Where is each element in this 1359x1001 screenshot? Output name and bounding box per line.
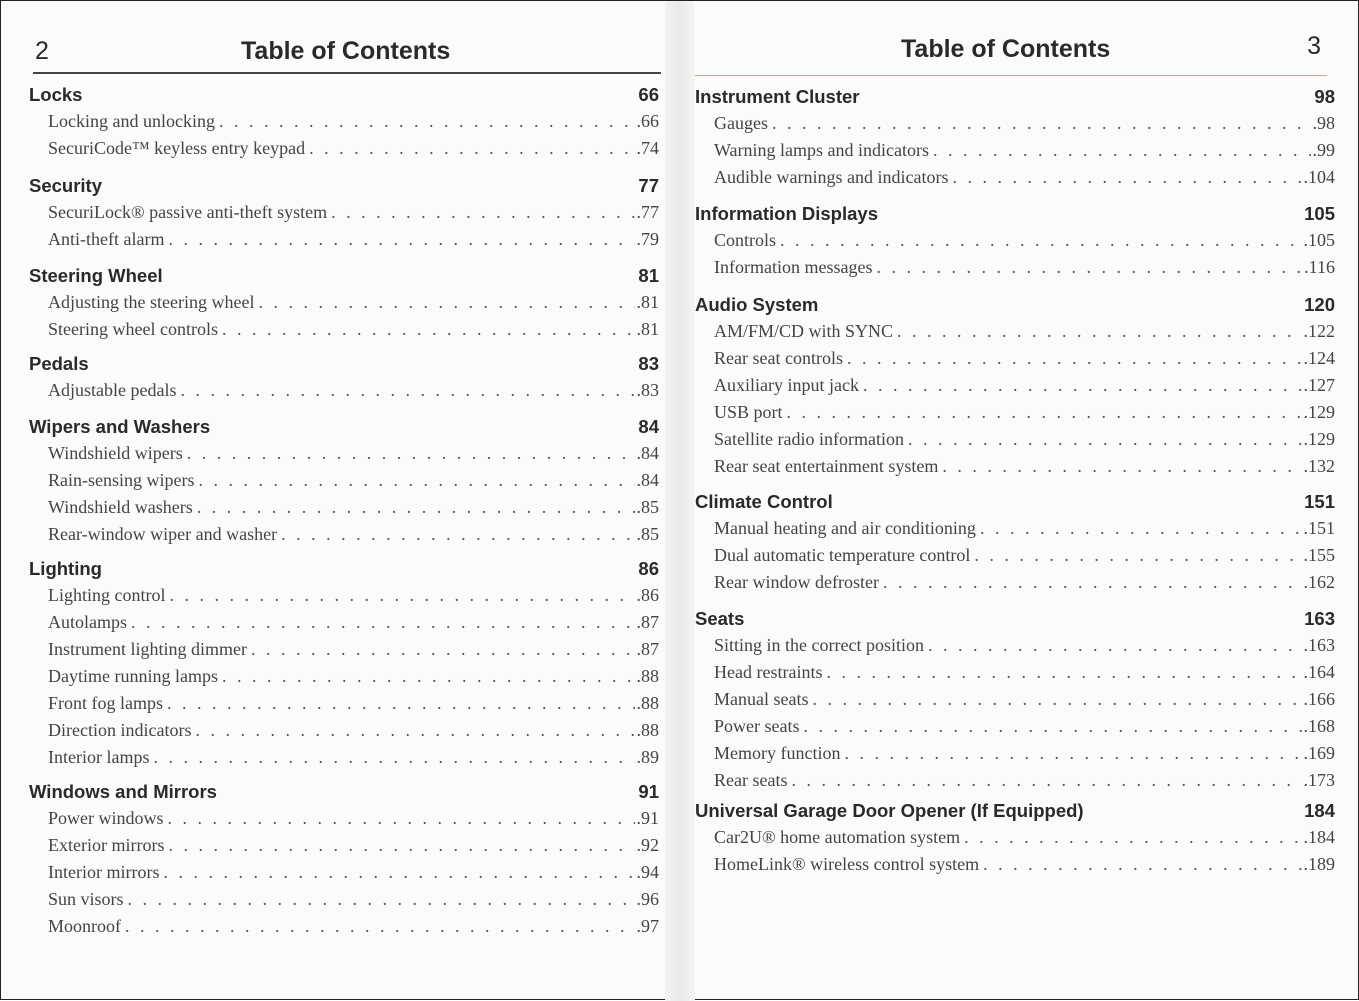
right-page-title: Table of Contents xyxy=(901,35,1111,63)
toc-entry xyxy=(695,569,1335,596)
entry-label: Autolamps xyxy=(48,612,127,632)
section-page: 163 xyxy=(1304,608,1335,629)
dot-leader xyxy=(131,609,635,636)
entry-label: Rear seat controls xyxy=(714,348,843,368)
toc-section xyxy=(695,200,1335,281)
toc-section-heading xyxy=(29,413,659,440)
toc-section-heading xyxy=(695,605,1335,632)
toc-entry xyxy=(29,289,659,316)
dot-leader xyxy=(219,108,635,135)
entry-label: Interior mirrors xyxy=(48,862,160,882)
dot-leader xyxy=(197,494,635,521)
left-header-rule xyxy=(33,72,661,74)
dot-leader xyxy=(195,717,634,744)
toc-entry xyxy=(29,521,659,548)
left-page-number: 2 xyxy=(35,37,49,65)
toc-entry xyxy=(695,345,1335,372)
toc-section-heading xyxy=(29,350,659,377)
toc-section-heading xyxy=(29,555,659,582)
entry-page: .86 xyxy=(636,585,659,605)
toc-entry xyxy=(695,824,1335,851)
entry-label: Rear-window wiper and washer xyxy=(48,524,278,544)
dot-leader xyxy=(309,135,634,162)
toc-entry xyxy=(29,199,659,226)
section-title: Audio System xyxy=(695,294,819,315)
entry-label: HomeLink® wireless control system xyxy=(714,854,980,874)
toc-entry xyxy=(29,108,659,135)
section-page: 98 xyxy=(1314,86,1335,107)
entry-label: Adjustable pedals xyxy=(48,380,177,400)
toc-section xyxy=(695,488,1335,596)
right-page xyxy=(695,1,1335,874)
dot-leader xyxy=(933,137,1311,164)
dot-leader xyxy=(847,345,1302,372)
toc-entry xyxy=(29,316,659,343)
toc-entry xyxy=(695,713,1335,740)
entry-label: Direction indicators xyxy=(48,720,192,740)
toc-entry xyxy=(29,494,659,521)
dot-leader xyxy=(876,254,1302,281)
entry-label: Windshield wipers xyxy=(48,443,183,463)
dot-leader xyxy=(928,632,1302,659)
toc-entry xyxy=(695,110,1335,137)
entry-label: Front fog lamps xyxy=(48,693,163,713)
right-page-number: 3 xyxy=(1307,32,1321,60)
section-title: Locks xyxy=(29,84,83,105)
entry-page: .105 xyxy=(1303,230,1335,250)
entry-page: .164 xyxy=(1303,662,1335,682)
left-page xyxy=(29,1,663,936)
toc-entry xyxy=(29,832,659,859)
toc-entry xyxy=(29,859,659,886)
dot-leader xyxy=(791,767,1301,794)
entry-label: Satellite radio information xyxy=(714,429,904,449)
toc-section-heading xyxy=(695,291,1335,318)
entry-label: Power seats xyxy=(714,716,800,736)
entry-label: USB port xyxy=(714,402,783,422)
entry-label: Instrument lighting dimmer xyxy=(48,639,247,659)
entry-label: Rear window defroster xyxy=(714,572,879,592)
toc-entry xyxy=(29,226,659,253)
entry-page: .132 xyxy=(1303,456,1335,476)
entry-label: Memory function xyxy=(714,743,841,763)
toc-section xyxy=(695,605,1335,794)
toc-section-heading xyxy=(695,83,1335,110)
section-title: Instrument Cluster xyxy=(695,86,860,107)
dot-leader xyxy=(128,886,635,913)
section-title: Seats xyxy=(695,608,745,629)
toc-entry xyxy=(695,767,1335,794)
entry-page: .92 xyxy=(636,835,659,855)
toc-entry xyxy=(695,227,1335,254)
section-title: Windows and Mirrors xyxy=(29,781,217,802)
entry-page: .87 xyxy=(636,639,659,659)
dot-leader xyxy=(125,913,635,940)
toc-section xyxy=(695,83,1335,191)
left-page-header xyxy=(29,1,663,73)
toc-entry xyxy=(695,137,1335,164)
dot-leader xyxy=(251,636,635,663)
right-header-rule xyxy=(695,75,1327,76)
section-title: Security xyxy=(29,175,103,196)
toc-entry xyxy=(29,663,659,690)
section-page: 120 xyxy=(1304,294,1335,315)
entry-label: Lighting control xyxy=(48,585,166,605)
toc-section xyxy=(29,413,663,548)
section-page: 81 xyxy=(638,265,659,286)
toc-entry xyxy=(29,744,659,771)
section-page: 66 xyxy=(638,84,659,105)
section-title: Information Displays xyxy=(695,203,878,224)
toc-entry xyxy=(29,135,659,162)
toc-entry xyxy=(695,453,1335,480)
toc-entry xyxy=(695,515,1335,542)
entry-label: Steering wheel controls xyxy=(48,319,218,339)
entry-page: .66 xyxy=(636,111,659,131)
entry-page: .96 xyxy=(636,889,659,909)
entry-label: Sitting in the correct position xyxy=(714,635,924,655)
entry-page: .129 xyxy=(1303,429,1335,449)
toc-section-heading xyxy=(695,488,1335,515)
toc-entry xyxy=(695,686,1335,713)
entry-label: Adjusting the steering wheel xyxy=(48,292,255,312)
toc-entry xyxy=(29,886,659,913)
toc-section-heading xyxy=(29,262,659,289)
entry-label: Locking and unlocking xyxy=(48,111,215,131)
dot-leader xyxy=(897,318,1301,345)
entry-label: SecuriCode™ keyless entry keypad xyxy=(48,138,306,158)
section-page: 86 xyxy=(638,558,659,579)
toc-section-heading xyxy=(695,200,1335,227)
dot-leader xyxy=(772,110,1311,137)
entry-label: Head restraints xyxy=(714,662,823,682)
entry-page: .94 xyxy=(636,862,659,882)
book-gutter xyxy=(665,1,695,1001)
entry-label: Interior lamps xyxy=(48,747,150,767)
dot-leader xyxy=(168,226,634,253)
toc-entry xyxy=(29,467,659,494)
entry-page: .189 xyxy=(1303,854,1335,874)
entry-label: Manual seats xyxy=(714,689,809,709)
toc-entry xyxy=(29,440,659,467)
dot-leader xyxy=(780,227,1301,254)
entry-page: .84 xyxy=(636,470,659,490)
toc-section xyxy=(29,555,663,771)
entry-page: .169 xyxy=(1303,743,1335,763)
toc-section xyxy=(29,81,663,162)
section-title: Pedals xyxy=(29,353,89,374)
dot-leader xyxy=(167,690,635,717)
section-title: Climate Control xyxy=(695,491,833,512)
dot-leader xyxy=(198,467,634,494)
entry-page: .151 xyxy=(1303,518,1335,538)
dot-leader xyxy=(331,199,634,226)
entry-page: .85 xyxy=(636,524,659,544)
entry-label: Anti-theft alarm xyxy=(48,229,165,249)
toc-entry xyxy=(29,690,659,717)
entry-page: .99 xyxy=(1312,140,1335,160)
toc-entry xyxy=(695,851,1335,878)
entry-page: .81 xyxy=(636,319,659,339)
entry-label: Information messages xyxy=(714,257,873,277)
entry-label: Rear seats xyxy=(714,770,788,790)
toc-entry xyxy=(695,740,1335,767)
entry-page: .127 xyxy=(1303,375,1335,395)
dot-leader xyxy=(803,713,1301,740)
toc-entry xyxy=(695,426,1335,453)
entry-page: .79 xyxy=(636,229,659,249)
section-page: 184 xyxy=(1304,800,1335,821)
dot-leader xyxy=(222,316,635,343)
entry-page: .173 xyxy=(1303,770,1335,790)
toc-section xyxy=(695,797,1335,878)
dot-leader xyxy=(826,659,1301,686)
entry-page: .162 xyxy=(1303,572,1335,592)
dot-leader xyxy=(863,372,1302,399)
section-title: Wipers and Washers xyxy=(29,416,211,437)
toc-entry xyxy=(695,632,1335,659)
toc-section xyxy=(29,262,663,343)
dot-leader xyxy=(180,377,634,404)
toc-section-heading xyxy=(29,172,659,199)
entry-page: .116 xyxy=(1304,257,1335,277)
toc-section-heading xyxy=(695,797,1335,824)
toc-entry xyxy=(29,582,659,609)
entry-label: Exterior mirrors xyxy=(48,835,165,855)
toc-entry xyxy=(29,805,659,832)
entry-page: .97 xyxy=(636,916,659,936)
entry-label: SecuriLock® passive anti-theft system xyxy=(48,202,328,222)
entry-label: Rear seat entertainment system xyxy=(714,456,939,476)
right-page-header xyxy=(695,1,1335,73)
section-page: 83 xyxy=(638,353,659,374)
entry-page: .88 xyxy=(636,720,659,740)
dot-leader xyxy=(983,851,1301,878)
entry-page: .122 xyxy=(1303,321,1335,341)
toc-entry xyxy=(695,372,1335,399)
toc-entry xyxy=(695,399,1335,426)
section-page: 105 xyxy=(1304,203,1335,224)
toc-entry xyxy=(29,717,659,744)
toc-entry xyxy=(695,164,1335,191)
entry-page: .89 xyxy=(636,747,659,767)
section-title: Steering Wheel xyxy=(29,265,163,286)
entry-page: .84 xyxy=(636,443,659,463)
section-page: 84 xyxy=(638,416,659,437)
dot-leader xyxy=(952,164,1301,191)
section-title: Lighting xyxy=(29,558,102,579)
entry-label: AM/FM/CD with SYNC xyxy=(714,321,894,341)
entry-page: .88 xyxy=(636,666,659,686)
entry-label: Daytime running lamps xyxy=(48,666,218,686)
toc-entry xyxy=(695,318,1335,345)
entry-page: .83 xyxy=(636,380,659,400)
toc-section-heading xyxy=(29,778,659,805)
entry-page: .87 xyxy=(636,612,659,632)
entry-label: Power windows xyxy=(48,808,164,828)
dot-leader xyxy=(168,832,634,859)
dot-leader xyxy=(787,399,1302,426)
entry-page: .81 xyxy=(636,292,659,312)
toc-entry xyxy=(695,254,1335,281)
left-page-title: Table of Contents xyxy=(241,37,451,65)
dot-leader xyxy=(908,426,1302,453)
entry-page: .91 xyxy=(636,808,659,828)
entry-page: .163 xyxy=(1303,635,1335,655)
entry-label: Dual automatic temperature control xyxy=(714,545,971,565)
dot-leader xyxy=(980,515,1302,542)
entry-label: Sun visors xyxy=(48,889,124,909)
dot-leader xyxy=(281,521,634,548)
toc-section xyxy=(695,291,1335,480)
dot-leader xyxy=(168,805,635,832)
entry-page: .184 xyxy=(1303,827,1335,847)
dot-leader xyxy=(883,569,1302,596)
entry-page: .77 xyxy=(636,202,659,222)
entry-label: Moonroof xyxy=(48,916,121,936)
toc-section-heading xyxy=(29,81,659,108)
entry-label: Gauges xyxy=(714,113,768,133)
toc-section xyxy=(29,778,663,940)
toc-entry xyxy=(695,542,1335,569)
dot-leader xyxy=(222,663,635,690)
toc-entry xyxy=(29,377,659,404)
entry-label: Audible warnings and indicators xyxy=(714,167,949,187)
toc-entry xyxy=(29,636,659,663)
entry-label: Warning lamps and indicators xyxy=(714,140,929,160)
dot-leader xyxy=(964,824,1301,851)
toc-entry xyxy=(29,609,659,636)
section-title: Universal Garage Door Opener (If Equipped) xyxy=(695,800,1084,821)
entry-page: .104 xyxy=(1303,167,1335,187)
entry-page: .88 xyxy=(636,693,659,713)
dot-leader xyxy=(942,453,1301,480)
dot-leader xyxy=(844,740,1301,767)
dot-leader xyxy=(187,440,635,467)
entry-page: .168 xyxy=(1303,716,1335,736)
entry-page: .85 xyxy=(636,497,659,517)
dot-leader xyxy=(169,582,634,609)
dot-leader xyxy=(163,859,634,886)
entry-label: Car2U® home automation system xyxy=(714,827,961,847)
entry-label: Auxiliary input jack xyxy=(714,375,859,395)
section-page: 91 xyxy=(638,781,659,802)
entry-label: Rain-sensing wipers xyxy=(48,470,195,490)
entry-page: .166 xyxy=(1303,689,1335,709)
entry-page: .155 xyxy=(1303,545,1335,565)
section-page: 77 xyxy=(638,175,659,196)
toc-entry xyxy=(29,913,659,940)
dot-leader xyxy=(153,744,634,771)
entry-label: Controls xyxy=(714,230,777,250)
dot-leader xyxy=(258,289,634,316)
toc-entry xyxy=(695,659,1335,686)
toc-section xyxy=(29,350,663,404)
dot-leader xyxy=(974,542,1301,569)
entry-page: .129 xyxy=(1303,402,1335,422)
entry-label: Manual heating and air conditioning xyxy=(714,518,976,538)
section-page: 151 xyxy=(1304,491,1335,512)
entry-page: .74 xyxy=(636,138,659,158)
dot-leader xyxy=(812,686,1301,713)
entry-label: Windshield washers xyxy=(48,497,193,517)
entry-page: .98 xyxy=(1312,113,1335,133)
toc-section xyxy=(29,172,663,253)
entry-page: .124 xyxy=(1303,348,1335,368)
